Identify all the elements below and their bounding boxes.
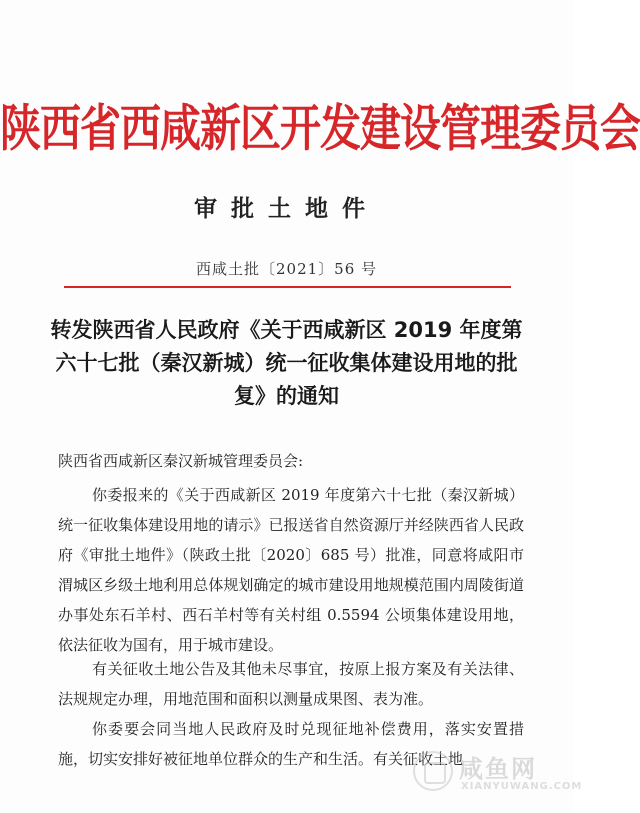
issuer-header: 陕西省西咸新区开发建设管理委员会 bbox=[0, 98, 640, 158]
addressee: 陕西省西咸新区秦汉新城管理委员会: bbox=[58, 452, 304, 470]
fish-logo-icon bbox=[413, 751, 453, 791]
body-paragraph-2: 有关征收土地公告及其他未尽事宜，按原上报方案及有关法律、法规规定办理，用地范围和面积以测量成果图、表为准。 bbox=[58, 660, 524, 708]
watermark-name: 咸鱼网 bbox=[459, 755, 537, 783]
red-divider-line bbox=[64, 286, 511, 288]
body-paragraph-3: 你委要会同当地人民政府及时兑现征地补偿费用，落实安置措施，切实安排好被征地单位群众的生产和生活。有关征收土地 bbox=[58, 720, 524, 768]
watermark-url: XIANYUWANG.COM bbox=[461, 781, 583, 792]
watermark bbox=[413, 749, 583, 799]
notice-title: 转发陕西省人民政府《关于西咸新区 2019 年度第六十七批（秦汉新城）统一征收集体建设用地的批复》的通知 bbox=[50, 318, 523, 408]
body-paragraph-1: 你委报来的《关于西咸新区 2019 年度第六十七批（秦汉新城）统一征收集体建设用地的请示》已报送省自然资源厅并经陕西省人民政府《审批土地件》（陕政土批〔2020〕685 号）批准，同意将咸阳市渭城区乡级土地利用总体规划确定的城市建设用地规模范围内周陵街道办事处东石羊村、西石羊村等有关村组 0.5594 公顷集体建设用地，依法征收为国有，用于城市建设。 bbox=[58, 486, 524, 654]
document-type: 审批土地件 bbox=[194, 196, 379, 222]
document-number: 西咸土批〔2021〕56 号 bbox=[195, 260, 378, 278]
